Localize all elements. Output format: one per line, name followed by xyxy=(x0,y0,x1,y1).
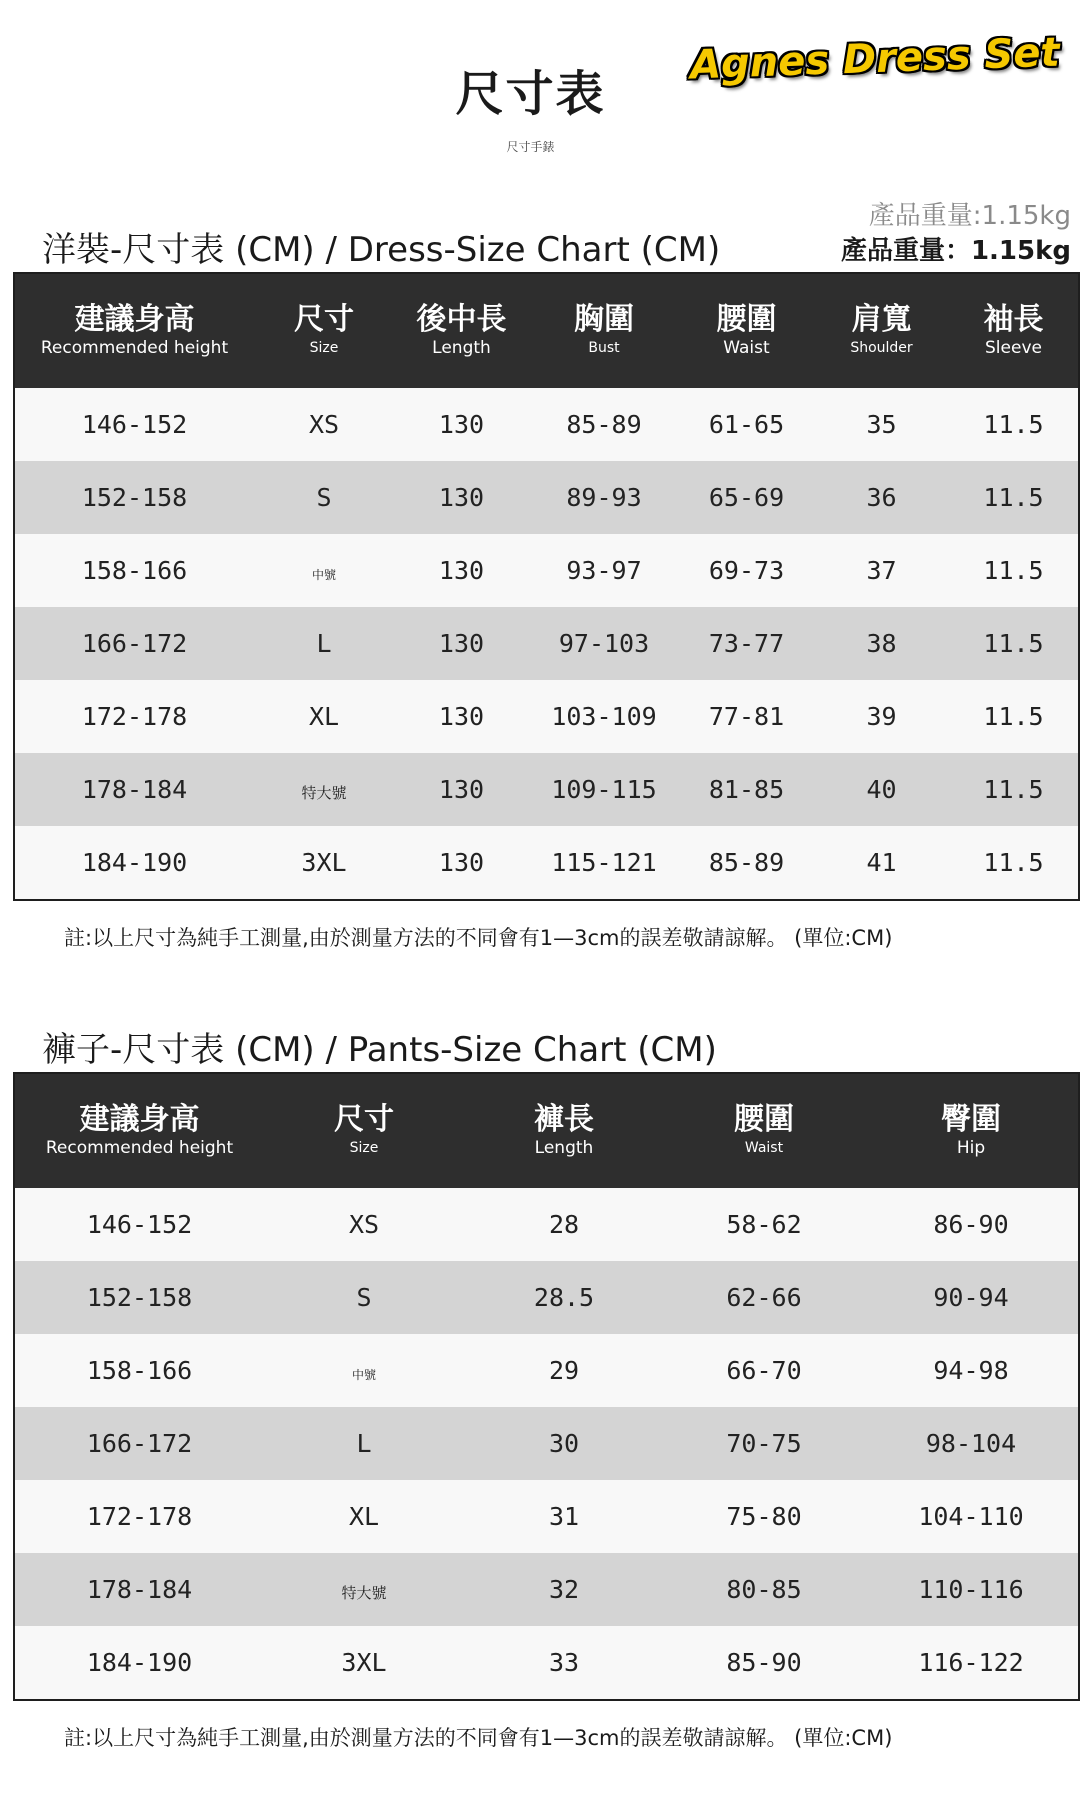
size-cell: 3XL xyxy=(264,1626,464,1700)
dress-col-waist: 腰圍 Waist xyxy=(679,273,814,388)
product-weight-faded: 產品重量:1.15kg xyxy=(868,201,1071,231)
bust-cell: 103-109 xyxy=(529,680,679,753)
sleeve-cell: 11.5 xyxy=(949,826,1079,900)
length-cell: 30 xyxy=(464,1407,664,1480)
shoulder-cell: 39 xyxy=(814,680,949,753)
size-cell: L xyxy=(264,1407,464,1480)
height-cell: 158-166 xyxy=(14,534,254,607)
shoulder-cell: 38 xyxy=(814,607,949,680)
size-cell: 3XL xyxy=(254,826,394,900)
table-row xyxy=(14,680,1079,753)
table-row xyxy=(14,1407,1079,1480)
waist-cell: 77-81 xyxy=(679,680,814,753)
hip-cell: 86-90 xyxy=(864,1188,1079,1261)
height-cell: 166-172 xyxy=(14,1407,264,1480)
size-cell: S xyxy=(264,1261,464,1334)
table-row xyxy=(14,388,1079,461)
dress-header-row xyxy=(14,273,1079,388)
height-cell: 152-158 xyxy=(14,1261,264,1334)
bust-cell: 85-89 xyxy=(529,388,679,461)
hip-cell: 98-104 xyxy=(864,1407,1079,1480)
product-weight: 產品重量：1.15kg xyxy=(840,236,1071,266)
waist-cell: 70-75 xyxy=(664,1407,864,1480)
waist-cell: 73-77 xyxy=(679,607,814,680)
length-cell: 130 xyxy=(394,534,529,607)
dress-note: 註:以上尺寸為純手工測量,由於測量方法的不同會有1—3cm的誤差敬請諒解。 (單位:CM) xyxy=(64,926,893,950)
height-cell: 184-190 xyxy=(14,1626,264,1700)
size-cell: XL xyxy=(254,680,394,753)
sleeve-cell: 11.5 xyxy=(949,461,1079,534)
size-cell: S xyxy=(254,461,394,534)
height-cell: 172-178 xyxy=(14,1480,264,1553)
waist-cell: 85-90 xyxy=(664,1626,864,1700)
size-cell: 中號 xyxy=(254,534,394,607)
table-row xyxy=(14,753,1079,826)
waist-cell: 69-73 xyxy=(679,534,814,607)
length-cell: 33 xyxy=(464,1626,664,1700)
size-cell: XL xyxy=(264,1480,464,1553)
pants-header-row xyxy=(14,1073,1079,1188)
waist-cell: 58-62 xyxy=(664,1188,864,1261)
waist-cell: 62-66 xyxy=(664,1261,864,1334)
height-cell: 184-190 xyxy=(14,826,254,900)
dress-col-height: 建議身高 Recommended height xyxy=(14,273,254,388)
pants-col-hip: 臀圍 Hip xyxy=(864,1073,1079,1188)
sleeve-cell: 11.5 xyxy=(949,680,1079,753)
size-cell: L xyxy=(254,607,394,680)
waist-cell: 66-70 xyxy=(664,1334,864,1407)
dress-size-table xyxy=(13,272,1080,901)
table-row xyxy=(14,826,1079,900)
table-row xyxy=(14,1553,1079,1626)
length-cell: 130 xyxy=(394,607,529,680)
shoulder-cell: 35 xyxy=(814,388,949,461)
length-cell: 28.5 xyxy=(464,1261,664,1334)
hip-cell: 104-110 xyxy=(864,1480,1079,1553)
pants-col-height: 建議身高 Recommended height xyxy=(14,1073,264,1188)
length-cell: 130 xyxy=(394,753,529,826)
waist-cell: 61-65 xyxy=(679,388,814,461)
height-cell: 146-152 xyxy=(14,388,254,461)
table-row xyxy=(14,1626,1079,1700)
hip-cell: 90-94 xyxy=(864,1261,1079,1334)
waist-cell: 65-69 xyxy=(679,461,814,534)
pants-col-size: 尺寸 Size xyxy=(264,1073,464,1188)
height-cell: 172-178 xyxy=(14,680,254,753)
dress-col-sleeve: 袖長 Sleeve xyxy=(949,273,1079,388)
sleeve-cell: 11.5 xyxy=(949,534,1079,607)
page-subtitle: 尺寸手錶 xyxy=(506,140,555,154)
dress-col-size: 尺寸 Size xyxy=(254,273,394,388)
height-cell: 146-152 xyxy=(14,1188,264,1261)
hip-cell: 94-98 xyxy=(864,1334,1079,1407)
size-cell: XS xyxy=(264,1188,464,1261)
waist-cell: 85-89 xyxy=(679,826,814,900)
height-cell: 166-172 xyxy=(14,607,254,680)
dress-col-length: 後中長 Length xyxy=(394,273,529,388)
table-row xyxy=(14,1334,1079,1407)
length-cell: 130 xyxy=(394,461,529,534)
table-row xyxy=(14,1188,1079,1261)
sleeve-cell: 11.5 xyxy=(949,388,1079,461)
length-cell: 32 xyxy=(464,1553,664,1626)
table-row xyxy=(14,1480,1079,1553)
bust-cell: 97-103 xyxy=(529,607,679,680)
height-cell: 158-166 xyxy=(14,1334,264,1407)
size-cell: 特大號 xyxy=(264,1553,464,1626)
sleeve-cell: 11.5 xyxy=(949,753,1079,826)
shoulder-cell: 40 xyxy=(814,753,949,826)
dress-col-shoulder: 肩寬 Shoulder xyxy=(814,273,949,388)
pants-col-length: 褲長 Length xyxy=(464,1073,664,1188)
page-title: 尺寸表 xyxy=(455,66,606,122)
waist-cell: 81-85 xyxy=(679,753,814,826)
length-cell: 28 xyxy=(464,1188,664,1261)
pants-size-table xyxy=(13,1072,1080,1701)
size-cell: 特大號 xyxy=(254,753,394,826)
hip-cell: 116-122 xyxy=(864,1626,1079,1700)
height-cell: 178-184 xyxy=(14,753,254,826)
bust-cell: 89-93 xyxy=(529,461,679,534)
length-cell: 130 xyxy=(394,680,529,753)
length-cell: 31 xyxy=(464,1480,664,1553)
shoulder-cell: 37 xyxy=(814,534,949,607)
hip-cell: 110-116 xyxy=(864,1553,1079,1626)
size-cell: 中號 xyxy=(264,1334,464,1407)
table-row xyxy=(14,534,1079,607)
length-cell: 130 xyxy=(394,826,529,900)
table-row xyxy=(14,461,1079,534)
height-cell: 152-158 xyxy=(14,461,254,534)
brand-logo-text: Agnes Dress Set xyxy=(689,29,1061,89)
length-cell: 29 xyxy=(464,1334,664,1407)
pants-note: 註:以上尺寸為純手工測量,由於測量方法的不同會有1—3cm的誤差敬請諒解。 (單位:CM) xyxy=(64,1726,893,1750)
height-cell: 178-184 xyxy=(14,1553,264,1626)
bust-cell: 93-97 xyxy=(529,534,679,607)
table-row xyxy=(14,607,1079,680)
pants-section-title: 褲子-尺寸表 (CM) / Pants-Size Chart (CM) xyxy=(42,1030,717,1070)
bust-cell: 109-115 xyxy=(529,753,679,826)
length-cell: 130 xyxy=(394,388,529,461)
waist-cell: 80-85 xyxy=(664,1553,864,1626)
bust-cell: 115-121 xyxy=(529,826,679,900)
dress-col-bust: 胸圍 Bust xyxy=(529,273,679,388)
shoulder-cell: 36 xyxy=(814,461,949,534)
size-cell: XS xyxy=(254,388,394,461)
waist-cell: 75-80 xyxy=(664,1480,864,1553)
dress-section-title: 洋裝-尺寸表 (CM) / Dress-Size Chart (CM) xyxy=(42,230,721,270)
pants-col-waist: 腰圍 Waist xyxy=(664,1073,864,1188)
shoulder-cell: 41 xyxy=(814,826,949,900)
table-row xyxy=(14,1261,1079,1334)
sleeve-cell: 11.5 xyxy=(949,607,1079,680)
